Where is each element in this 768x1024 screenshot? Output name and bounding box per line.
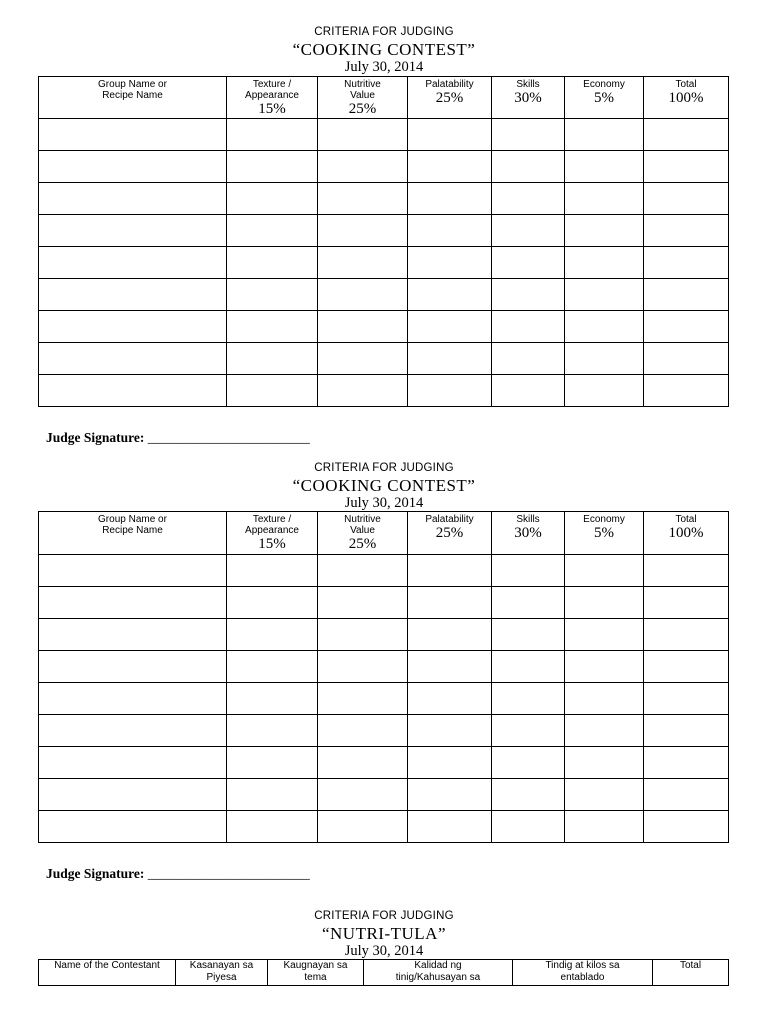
header-group-name (39, 512, 227, 555)
entry-name-cell[interactable] (39, 747, 227, 779)
signature-label: Judge Signature: (46, 866, 145, 881)
score-cell[interactable] (565, 279, 644, 311)
score-cell[interactable] (318, 343, 408, 375)
entry-name-cell[interactable] (39, 555, 227, 587)
score-cell[interactable] (408, 619, 492, 651)
entry-name-cell[interactable] (39, 619, 227, 651)
score-cell[interactable] (565, 343, 644, 375)
score-cell[interactable] (408, 683, 492, 715)
table-row (39, 151, 729, 183)
header-kalidad: Kalidad ng tinig/Kahusayan sa (364, 960, 513, 986)
score-cell[interactable] (644, 279, 729, 311)
score-cell[interactable] (227, 151, 318, 183)
score-cell[interactable] (227, 119, 318, 151)
entry-name-cell[interactable] (39, 247, 227, 279)
score-cell[interactable] (492, 715, 565, 747)
table-row (39, 279, 729, 311)
score-cell[interactable] (565, 651, 644, 683)
score-cell[interactable] (227, 683, 318, 715)
nutri-tula-table (38, 959, 729, 986)
score-cell[interactable] (227, 587, 318, 619)
score-cell[interactable] (227, 779, 318, 811)
table-row (39, 215, 729, 247)
score-cell[interactable] (565, 779, 644, 811)
score-cell[interactable] (565, 183, 644, 215)
score-cell[interactable] (227, 715, 318, 747)
entry-name-cell[interactable] (39, 311, 227, 343)
scoring-table (38, 76, 729, 407)
table-row (39, 619, 729, 651)
header-row (39, 77, 729, 119)
criteria-heading: CRITERIA FOR JUDGING (314, 910, 454, 922)
header-weight: 25% (435, 90, 464, 106)
table-row (39, 811, 729, 843)
score-cell[interactable] (644, 747, 729, 779)
score-cell[interactable] (318, 375, 408, 407)
header-texture (227, 77, 318, 119)
score-cell[interactable] (318, 555, 408, 587)
score-cell[interactable] (565, 215, 644, 247)
header-skills (492, 77, 565, 119)
score-cell[interactable] (408, 651, 492, 683)
header-label: Total (675, 514, 697, 525)
score-cell[interactable] (644, 375, 729, 407)
score-cell[interactable] (227, 183, 318, 215)
table-row (39, 119, 729, 151)
entry-name-cell[interactable] (39, 119, 227, 151)
table-row (39, 183, 729, 215)
score-cell[interactable] (492, 683, 565, 715)
contest-date: July 30, 2014 (344, 495, 424, 511)
score-cell[interactable] (227, 747, 318, 779)
header-label: Group Name or Recipe Name (98, 79, 167, 101)
header-label: Economy (583, 79, 625, 90)
score-cell[interactable] (408, 343, 492, 375)
signature-label: Judge Signature: (46, 430, 145, 445)
score-cell[interactable] (408, 119, 492, 151)
header-weight: 25% (348, 101, 377, 117)
header-weight: 5% (594, 90, 614, 106)
header-label: Skills (516, 514, 540, 525)
score-cell[interactable] (644, 651, 729, 683)
header-kasanayan: Kasanayan sa Piyesa (176, 960, 268, 986)
score-cell[interactable] (408, 375, 492, 407)
scoring-table (38, 511, 729, 843)
header-weight: 100% (668, 90, 704, 106)
score-cell[interactable] (408, 311, 492, 343)
header-label: Nutritive Value (344, 79, 381, 101)
score-cell[interactable] (227, 215, 318, 247)
header-weight: 5% (594, 525, 614, 541)
header-total: Total (653, 960, 729, 986)
score-cell[interactable] (318, 311, 408, 343)
score-cell[interactable] (492, 247, 565, 279)
header-kaugnayan: Kaugnayan sa tema (268, 960, 364, 986)
score-cell[interactable] (318, 747, 408, 779)
header-weight: 25% (348, 536, 377, 552)
header-weight: 15% (258, 536, 286, 552)
header-nutritive (318, 512, 408, 555)
score-cell[interactable] (227, 279, 318, 311)
contest-title: “COOKING CONTEST” (292, 40, 476, 59)
score-cell[interactable] (644, 247, 729, 279)
table-row (39, 683, 729, 715)
contest-date: July 30, 2014 (344, 943, 424, 959)
score-cell[interactable] (227, 247, 318, 279)
score-cell[interactable] (492, 311, 565, 343)
judge-signature (46, 430, 310, 446)
score-cell[interactable] (227, 311, 318, 343)
header-weight: 25% (435, 525, 464, 541)
entry-name-cell[interactable] (39, 715, 227, 747)
header-total (644, 512, 729, 555)
header-palatability (408, 77, 492, 119)
score-cell[interactable] (318, 683, 408, 715)
score-cell[interactable] (565, 119, 644, 151)
score-cell[interactable] (492, 151, 565, 183)
entry-name-cell[interactable] (39, 587, 227, 619)
score-cell[interactable] (644, 555, 729, 587)
table-row (39, 747, 729, 779)
entry-name-cell[interactable] (39, 151, 227, 183)
score-cell[interactable] (318, 151, 408, 183)
score-cell[interactable] (565, 811, 644, 843)
score-cell[interactable] (492, 779, 565, 811)
score-cell[interactable] (318, 247, 408, 279)
score-cell[interactable] (492, 619, 565, 651)
table-row (39, 715, 729, 747)
score-cell[interactable] (408, 811, 492, 843)
header-group-name (39, 77, 227, 119)
table-row (39, 555, 729, 587)
header-label: Total (675, 79, 697, 90)
score-cell[interactable] (318, 651, 408, 683)
entry-name-cell[interactable] (39, 343, 227, 375)
entry-name-cell[interactable] (39, 279, 227, 311)
score-cell[interactable] (408, 183, 492, 215)
criteria-heading: CRITERIA FOR JUDGING (314, 26, 454, 38)
score-cell[interactable] (644, 215, 729, 247)
score-cell[interactable] (644, 619, 729, 651)
score-cell[interactable] (492, 747, 565, 779)
score-cell[interactable] (492, 555, 565, 587)
score-cell[interactable] (565, 619, 644, 651)
score-cell[interactable] (565, 747, 644, 779)
score-cell[interactable] (318, 215, 408, 247)
header-weight: 30% (514, 525, 542, 541)
header-nutritive (318, 77, 408, 119)
table-row (39, 311, 729, 343)
score-cell[interactable] (318, 779, 408, 811)
table-row (39, 779, 729, 811)
header-contestant: Name of the Contestant (39, 960, 176, 986)
score-cell[interactable] (492, 183, 565, 215)
header-label: Texture / Appearance (245, 79, 299, 101)
score-cell[interactable] (565, 247, 644, 279)
signature-line[interactable]: ________________________ (147, 866, 310, 881)
score-cell[interactable] (408, 587, 492, 619)
score-cell[interactable] (565, 555, 644, 587)
header-economy (565, 512, 644, 555)
entry-name-cell[interactable] (39, 651, 227, 683)
entry-name-cell[interactable] (39, 811, 227, 843)
header-palatability (408, 512, 492, 555)
header-total (644, 77, 729, 119)
score-cell[interactable] (318, 119, 408, 151)
score-cell[interactable] (644, 343, 729, 375)
score-cell[interactable] (644, 119, 729, 151)
entry-name-cell[interactable] (39, 375, 227, 407)
header-texture (227, 512, 318, 555)
header-label: Skills (516, 79, 540, 90)
header-label: Group Name or Recipe Name (98, 514, 167, 536)
header-label: Nutritive Value (344, 514, 381, 536)
score-cell[interactable] (318, 587, 408, 619)
score-cell[interactable] (408, 747, 492, 779)
score-cell[interactable] (408, 779, 492, 811)
header-weight: 15% (258, 101, 286, 117)
score-cell[interactable] (408, 151, 492, 183)
score-cell[interactable] (565, 151, 644, 183)
score-cell[interactable] (492, 279, 565, 311)
score-rows (39, 512, 729, 843)
table-row (39, 247, 729, 279)
score-cell[interactable] (644, 779, 729, 811)
signature-line[interactable]: ________________________ (147, 430, 310, 445)
entry-name-cell[interactable] (39, 683, 227, 715)
header-weight: 100% (668, 525, 704, 541)
table-row (39, 651, 729, 683)
score-cell[interactable] (492, 811, 565, 843)
contest-title: “NUTRI-TULA” (321, 924, 446, 943)
header-weight: 30% (514, 90, 542, 106)
score-cell[interactable] (318, 619, 408, 651)
header-label: Palatability (425, 514, 474, 525)
score-cell[interactable] (644, 311, 729, 343)
contest-date: July 30, 2014 (344, 59, 424, 75)
header-row (39, 512, 729, 555)
header-label: Palatability (425, 79, 474, 90)
score-cell[interactable] (227, 343, 318, 375)
score-cell[interactable] (644, 715, 729, 747)
score-cell[interactable] (227, 811, 318, 843)
entry-name-cell[interactable] (39, 183, 227, 215)
score-cell[interactable] (565, 587, 644, 619)
header-label: Texture / Appearance (245, 514, 299, 536)
score-cell[interactable] (565, 683, 644, 715)
score-rows (39, 77, 729, 407)
entry-name-cell[interactable] (39, 215, 227, 247)
score-cell[interactable] (492, 343, 565, 375)
score-cell[interactable] (318, 715, 408, 747)
score-cell[interactable] (644, 811, 729, 843)
score-cell[interactable] (565, 311, 644, 343)
score-cell[interactable] (644, 587, 729, 619)
score-cell[interactable] (318, 811, 408, 843)
score-cell[interactable] (492, 375, 565, 407)
score-cell[interactable] (565, 715, 644, 747)
score-cell[interactable] (227, 375, 318, 407)
score-cell[interactable] (565, 375, 644, 407)
score-cell[interactable] (318, 183, 408, 215)
score-cell[interactable] (227, 555, 318, 587)
criteria-heading: CRITERIA FOR JUDGING (314, 462, 454, 474)
score-cell[interactable] (644, 151, 729, 183)
header-label: Economy (583, 514, 625, 525)
score-cell[interactable] (492, 587, 565, 619)
score-cell[interactable] (227, 651, 318, 683)
score-cell[interactable] (492, 215, 565, 247)
score-cell[interactable] (492, 651, 565, 683)
score-cell[interactable] (408, 555, 492, 587)
table-row (39, 587, 729, 619)
table-row (39, 375, 729, 407)
score-cell[interactable] (644, 183, 729, 215)
score-cell[interactable] (644, 683, 729, 715)
header-skills (492, 512, 565, 555)
score-cell[interactable] (408, 247, 492, 279)
table-row (39, 343, 729, 375)
score-cell[interactable] (408, 215, 492, 247)
score-cell[interactable] (408, 715, 492, 747)
judge-signature (46, 866, 310, 882)
score-cell[interactable] (318, 279, 408, 311)
header-row (39, 960, 729, 986)
header-economy (565, 77, 644, 119)
score-cell[interactable] (227, 619, 318, 651)
header-tindig: Tindig at kilos sa entablado (513, 960, 653, 986)
score-cell[interactable] (408, 279, 492, 311)
entry-name-cell[interactable] (39, 779, 227, 811)
contest-title: “COOKING CONTEST” (292, 476, 476, 495)
score-cell[interactable] (492, 119, 565, 151)
